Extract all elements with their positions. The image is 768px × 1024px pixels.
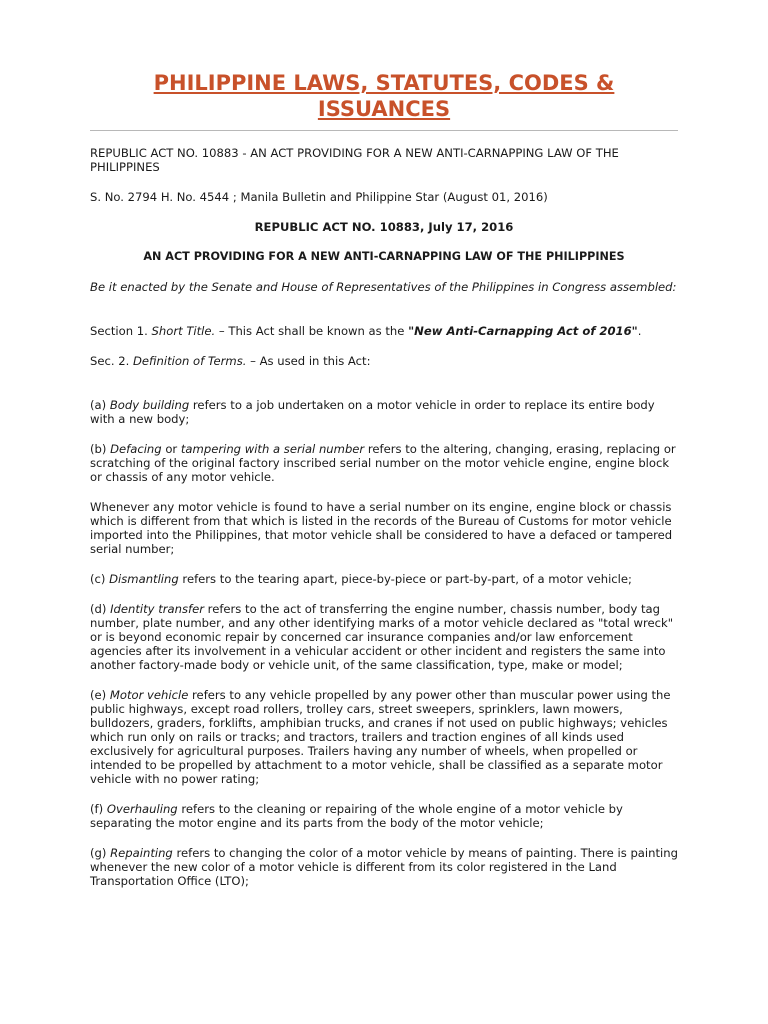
section-1-end: . <box>637 324 642 338</box>
site-title-line-1: PHILIPPINE LAWS, STATUTES, CODES & <box>153 71 615 95</box>
definition-d-label: (d) <box>90 602 111 616</box>
definition-a <box>90 398 678 426</box>
definition-b-label: (b) <box>90 442 111 456</box>
definition-a-term: Body building <box>109 398 190 412</box>
definition-g <box>90 846 678 888</box>
site-title[interactable] <box>90 70 678 122</box>
definition-e-text: refers to any vehicle propelled by any power other than muscular power using the public highways, except road rollers, trolley cars, street sweepers, sprinklers, lawn mowers, bulldozers, graders, forklifts, amphibian trucks, and cranes if not used on public highways; vehicles which run only on rails or tracks; and tractors, trailers and traction engines of all kinds used exclusively for agricultural purposes. Trailers having any number of wheels, when propelled or intended to be propelled by attachment to a motor vehicle, shall be classified as a separate motor vehicle with no power rating; <box>90 688 671 786</box>
act-title: AN ACT PROVIDING FOR A NEW ANTI-CARNAPPING LAW OF THE PHILIPPINES <box>143 250 625 263</box>
definition-d-term: Identity transfer <box>110 602 204 616</box>
definition-b-extra: Whenever any motor vehicle is found to have a serial number on its engine, engine block or chassis which is different from that which is listed in the records of the Bureau of Customs for motor vehicle imported into the Philippines, that motor vehicle shall be considered to have a defaced or tampered serial number; <box>90 500 673 556</box>
definition-c-label: (c) <box>90 572 110 586</box>
definition-c-term: Dismantling <box>109 572 179 586</box>
definition-b-text: refers to the altering, changing, erasing, replacing or scratching of the original factory inscribed serial number on the motor vehicle engine, engine block or chassis of any motor vehicle. <box>90 442 676 484</box>
definition-f-label: (f) <box>90 802 107 816</box>
section-2-heading: Definition of Terms. <box>132 354 247 368</box>
definition-d <box>90 602 678 672</box>
site-title-line-2: ISSUANCES <box>317 97 451 121</box>
definition-b <box>90 442 678 484</box>
section-2-text: – As used in this Act: <box>246 354 371 368</box>
section-2-prefix: Sec. 2. <box>90 354 133 368</box>
definition-b-term-1: Defacing <box>110 442 162 456</box>
definition-c <box>90 572 678 586</box>
definition-e <box>90 688 678 786</box>
definition-c-text: refers to the tearing apart, piece-by-piece or part-by-part, of a motor vehicle; <box>178 572 632 586</box>
definition-a-label: (a) <box>90 398 110 412</box>
definition-f-text: refers to the cleaning or repairing of the whole engine of a motor vehicle by separating the motor engine and its parts from the body of the motor vehicle; <box>90 802 623 830</box>
definition-a-text: refers to a job undertaken on a motor vehicle in order to replace its entire body with a new body; <box>90 398 655 426</box>
section-1-prefix: Section 1. <box>90 324 152 338</box>
section-1-text: – This Act shall be known as the <box>215 324 409 338</box>
document-body <box>90 146 678 888</box>
enacting-clause <box>90 280 678 294</box>
definition-d-text: refers to the act of transferring the engine number, chassis number, body tag number, plate number, and any other identifying marks of a motor vehicle declared as "total wreck" or is beyond economic repair by concerned car insurance companies and/or law enforcement agencies after its involvement in a vehicular accident or other incident and registers the same into another factory-made body or vehicle unit, of the same classification, type, make or model; <box>90 602 674 672</box>
definition-f-term: Overhauling <box>106 802 178 816</box>
definition-b-mid: or <box>161 442 181 456</box>
header-divider <box>90 130 678 131</box>
definition-e-term: Motor vehicle <box>109 688 189 702</box>
definition-b-term-2: tampering with a serial number <box>180 442 365 456</box>
definition-f <box>90 802 678 830</box>
definition-g-label: (g) <box>90 846 111 860</box>
source-text: S. No. 2794 H. No. 4544 ; Manila Bulletin and Philippine Star (August 01, 2016) <box>90 190 548 204</box>
section-1-heading: Short Title. <box>151 324 216 338</box>
definition-g-term: Repainting <box>110 846 173 860</box>
section-1-act-name: "New Anti-Carnapping Act of 2016" <box>408 324 638 338</box>
definition-e-label: (e) <box>90 688 110 702</box>
intro-text: REPUBLIC ACT NO. 10883 - AN ACT PROVIDING FOR A NEW ANTI-CARNAPPING LAW OF THE PHILIPPINES <box>90 146 619 174</box>
section-1 <box>90 324 678 338</box>
definition-g-text: refers to changing the color of a motor vehicle by means of painting. There is painting whenever the new color of a motor vehicle is different from its color registered in the Land Transportation Office (LTO); <box>90 846 678 888</box>
act-number: REPUBLIC ACT NO. 10883, July 17, 2016 <box>254 220 514 234</box>
section-2 <box>90 354 678 368</box>
enacting-clause-text: Be it enacted by the Senate and House of Representatives of the Philippines in Congress assembled: <box>90 280 677 294</box>
